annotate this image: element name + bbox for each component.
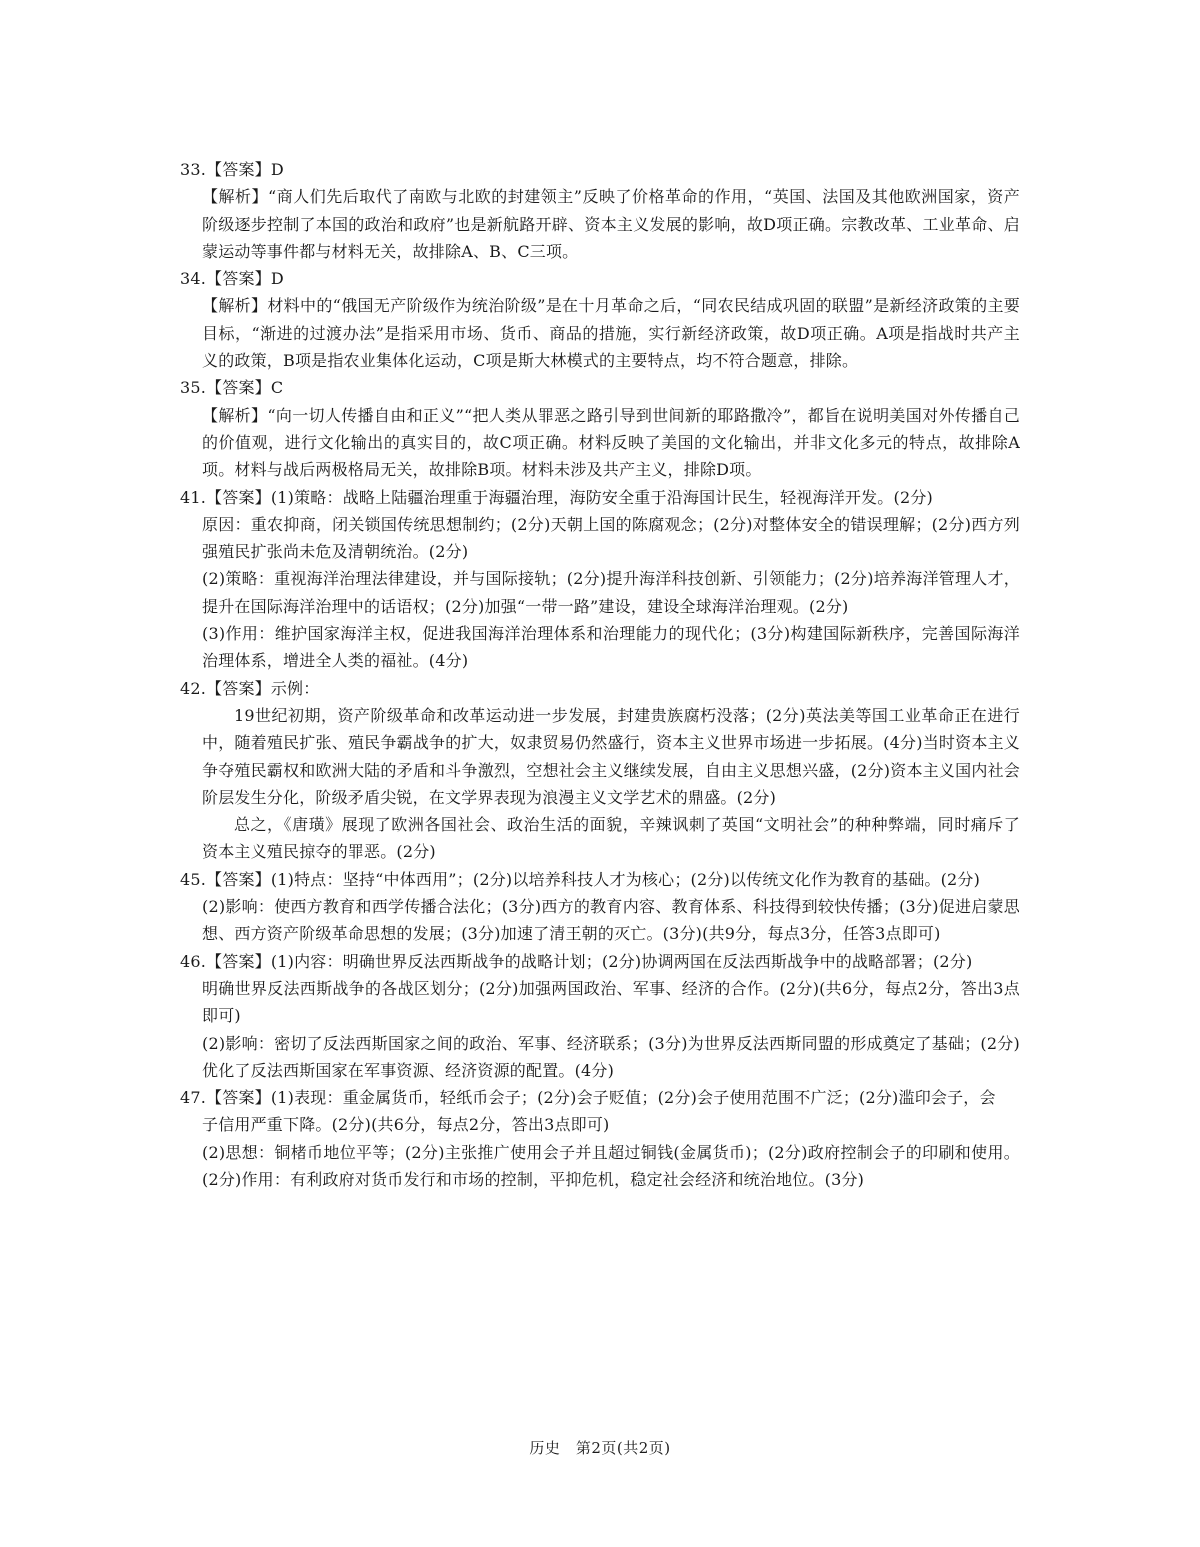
answer-label: 【答案】(1)策略：战略上陆疆治理重于海疆治理，海防安全重于沿海国计民生，轻视海洋开发。(2分) xyxy=(206,487,933,507)
question-header xyxy=(180,156,1020,183)
answer-paragraph: (2)思想：铜楮币地位平等；(2分)主张推广使用会子并且超过铜钱(金属货币)；(2分)政府控制会子的印刷和使用。(2分)作用：有利政府对货币发行和市场的控制，平抑危机，稳定社会经济和统治地位。(3分) xyxy=(202,1142,1020,1189)
question-34 xyxy=(180,265,1020,374)
question-number: 46. xyxy=(180,951,207,971)
question-header xyxy=(180,1084,1020,1111)
question-number: 45. xyxy=(180,869,207,889)
question-number: 47. xyxy=(180,1088,207,1108)
question-header xyxy=(180,675,1020,702)
question-41 xyxy=(180,484,1020,675)
essay-paragraph: 19世纪初期，资产阶级革命和改革运动进一步发展，封建贵族腐朽没落；(2分)英法美等国工业革命正在进行中，随着殖民扩张、殖民争霸战争的扩大，奴隶贸易仍然盛行，资本主义世界市场进一步拓展。(4分)当时资本主义争夺殖民霸权和欧洲大陆的矛盾和斗争激烈，空想社会主义继续发展，自由主义思想兴盛，(2分)资本主义国内社会阶层发生分化，阶级矛盾尖锐，在文学界表现为浪漫主义文学艺术的鼎盛。(2分) xyxy=(202,705,1020,807)
question-47 xyxy=(180,1084,1020,1193)
question-header xyxy=(180,265,1020,292)
question-46 xyxy=(180,948,1020,1084)
question-number: 34. xyxy=(180,269,207,289)
answer-paragraph: (2)策略：重视海洋治理法律建设，并与国际接轨；(2分)提升海洋科技创新、引领能力；(2分)培养海洋管理人才，提升在国际海洋治理中的话语权；(2分)加强“一带一路”建设，建设全球海洋治理观。(2分) xyxy=(202,569,1020,616)
answer-label: 【答案】(1)表现：重金属货币，轻纸币会子；(2分)会子贬值；(2分)会子使用范围不广泛；(2分)滥印会子，会 xyxy=(206,1088,996,1108)
answer-label: 【答案】示例： xyxy=(206,678,320,698)
answer-label: 【答案】(1)内容：明确世界反法西斯战争的战略计划；(2分)协调两国在反法西斯战争中的战略部署；(2分) xyxy=(206,951,973,971)
question-42 xyxy=(180,675,1020,866)
question-header xyxy=(180,866,1020,893)
question-33 xyxy=(180,156,1020,265)
analysis-paragraph: 【解析】“向一切人传播自由和正义”“把人类从罪恶之路引导到世间新的耶路撒冷”，都旨在说明美国对外传播自己的价值观，进行文化输出的真实目的，故C项正确。材料反映了美国的文化输出，并非文化多元的特点，故排除A项。材料与战后两极格局无关，故排除B项。材料未涉及共产主义，排除D项。 xyxy=(202,405,1020,480)
answer-paragraph: (2)影响：使西方教育和西学传播合法化；(3分)西方的教育内容、教育体系、科技得到较快传播；(3分)促进启蒙思想、西方资产阶级革命思想的发展；(3分)加速了清王朝的灭亡。(3分)(共9分，每点3分，任答3点即可) xyxy=(202,897,1020,944)
analysis-paragraph: 【解析】“商人们先后取代了南欧与北欧的封建领主”反映了价格革命的作用，“英国、法国及其他欧洲国家，资产阶级逐步控制了本国的政治和政府”也是新航路开辟、资本主义发展的影响，故D项正确。宗教改革、工业革命、启蒙运动等事件都与材料无关，故排除A、B、C三项。 xyxy=(202,187,1020,261)
question-number: 33. xyxy=(180,160,207,179)
answer-paragraph: 子信用严重下降。(2分)(共6分，每点2分，答出3点即可) xyxy=(202,1115,610,1135)
essay-paragraph: 总之，《唐璜》展现了欧洲各国社会、政治生活的面貌，辛辣讽刺了英国“文明社会”的种种弊端，同时痛斥了资本主义殖民掠夺的罪恶。(2分) xyxy=(202,815,1020,862)
question-header xyxy=(180,374,1020,401)
question-45 xyxy=(180,866,1020,948)
answer-paragraph: 原因：重农抑商，闭关锁国传统思想制约；(2分)天朝上国的陈腐观念；(2分)对整体安全的错误理解；(2分)西方列强殖民扩张尚未危及清朝统治。(2分) xyxy=(202,514,1020,562)
page-footer: 历史 第2页(共2页) xyxy=(529,1439,671,1457)
question-header xyxy=(180,948,1020,975)
answer-paragraph: (3)作用：维护国家海洋主权，促进我国海洋治理体系和治理能力的现代化；(3分)构建国际新秩序，完善国际海洋治理体系，增进全人类的福祉。(4分) xyxy=(202,624,1020,671)
answer-label: 【答案】D xyxy=(206,269,284,289)
answer-key-content xyxy=(180,156,1020,1193)
answer-label: 【答案】D xyxy=(206,160,284,179)
answer-label: 【答案】(1)特点：坚持“中体西用”；(2分)以培养科技人才为核心；(2分)以传统文化作为教育的基础。(2分) xyxy=(206,869,981,889)
question-35 xyxy=(180,374,1020,483)
question-header xyxy=(180,484,1020,511)
answer-label: 【答案】C xyxy=(206,378,284,398)
question-number: 35. xyxy=(180,378,207,398)
question-number: 42. xyxy=(180,678,207,698)
question-number: 41. xyxy=(180,487,207,507)
answer-paragraph: 明确世界反法西斯战争的各战区划分；(2分)加强两国政治、军事、经济的合作。(2分)(共6分，每点2分，答出3点即可) xyxy=(202,978,1020,1026)
analysis-paragraph: 【解析】材料中的“俄国无产阶级作为统治阶级”是在十月革命之后，“同农民结成巩固的联盟”是新经济政策的主要目标，“渐进的过渡办法”是指采用市场、货币、商品的措施，实行新经济政策，故D项正确。A项是指战时共产主义的政策，B项是指农业集体化运动，C项是斯大林模式的主要特点，均不符合题意，排除。 xyxy=(202,296,1020,371)
answer-paragraph: (2)影响：密切了反法西斯国家之间的政治、军事、经济联系；(3分)为世界反法西斯同盟的形成奠定了基础；(2分)优化了反法西斯国家在军事资源、经济资源的配置。(4分) xyxy=(202,1033,1020,1080)
